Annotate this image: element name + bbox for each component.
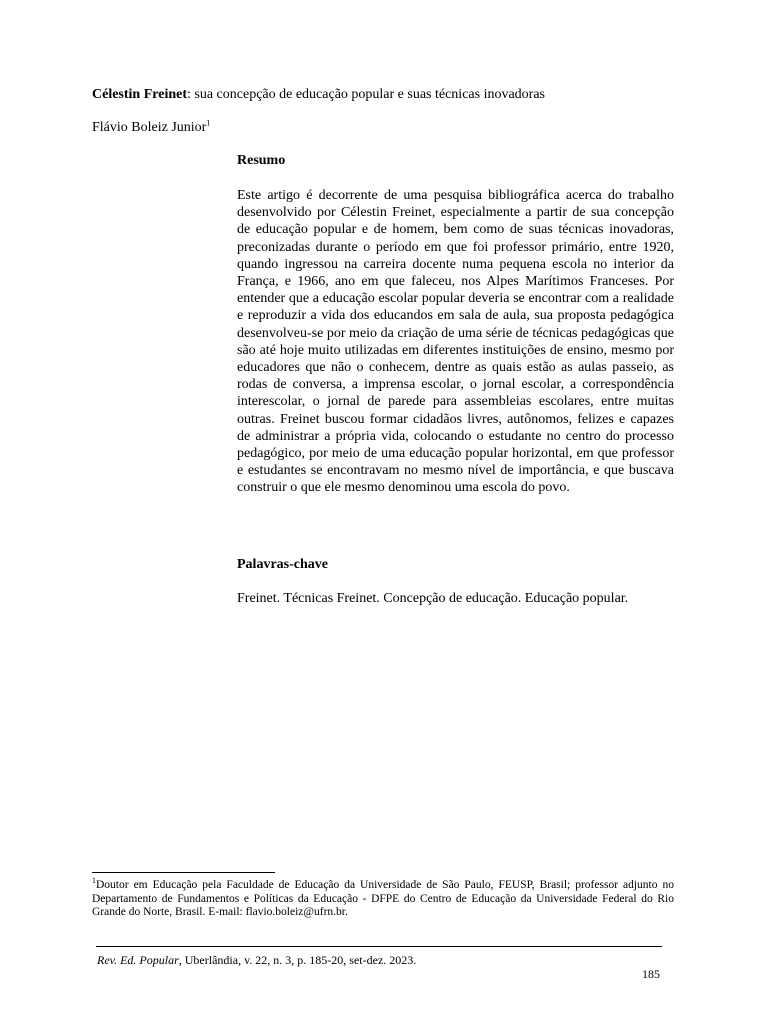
keywords-heading: Palavras-chave [237,557,328,572]
keywords-text: Freinet. Técnicas Freinet. Concepção de educação. Educação popular. [237,591,629,606]
journal-details: , Uberlândia, v. 22, n. 3, p. 185-20, set-dez. 2023. [178,953,417,967]
author-footnote-mark: 1 [206,118,211,128]
author-line [92,119,210,137]
footnote-divider [92,872,275,873]
journal-citation [97,953,416,968]
page-number: 185 [642,967,660,981]
journal-name: Rev. Ed. Popular [97,953,179,967]
article-title [92,86,545,104]
footnote [92,876,674,920]
footnote-mark: 1 [92,876,96,886]
abstract-text: Este artigo é decorrente de uma pesquisa bibliográfica acerca do trabalho desenvolvido por Célestin Freinet, especialmente a partir de sua concepção de educação popular e de homem, bem como de suas técnicas inovadoras, preconizadas durante o período em que foi professor primário, entre 1920, quando ingressou na carreira docente numa pequena escola no interior da França, e 1966, ano em que faleceu, nos Alpes Marítimos Franceses. Por entender que a educação escolar popular deveria se encontrar com a realidade e reproduzir a vida dos educandos em sala de aula, sua proposta pedagógica desenvolveu-se por meio da criação de uma série de técnicas pedagógicas que são até hoje muito utilizadas em diferentes instituições de ensino, mesmo por educadores que não o conhecem, dentre as quais estão as aulas passeio, as rodas de conversa, a imprensa escolar, o jornal escolar, a correspondência interescolar, o jornal de parede para assembleias escolares, entre muitas outras. Freinet buscou formar cidadãos livres, autônomos, felizes e capazes de administrar a própria vida, colocando o estudante no centro do processo pedagógico, por meio de uma educação popular horizontal, em que professor e estudantes se encontravam no mesmo nível de importância, e que buscava construir o que ele mesmo denominou uma escola do povo. [237,188,674,496]
abstract-heading: Resumo [237,153,286,168]
author-name: Flávio Boleiz Junior [92,120,207,135]
footer-divider [96,946,662,947]
footnote-text: Doutor em Educação pela Faculdade de Educação da Universidade de São Paulo, FEUSP, Brasil; professor adjunto no Departamento de Fundamentos e Políticas da Educação - DFPE do Centro de Educação da Universidade Federal do Rio Grande do Norte, Brasil. E-mail: flavio.boleiz@ufrn.br. [92,879,674,918]
article-title-subtitle: : sua concepção de educação popular e suas técnicas inovadoras [187,87,546,102]
article-title-name: Célestin Freinet [92,87,187,102]
